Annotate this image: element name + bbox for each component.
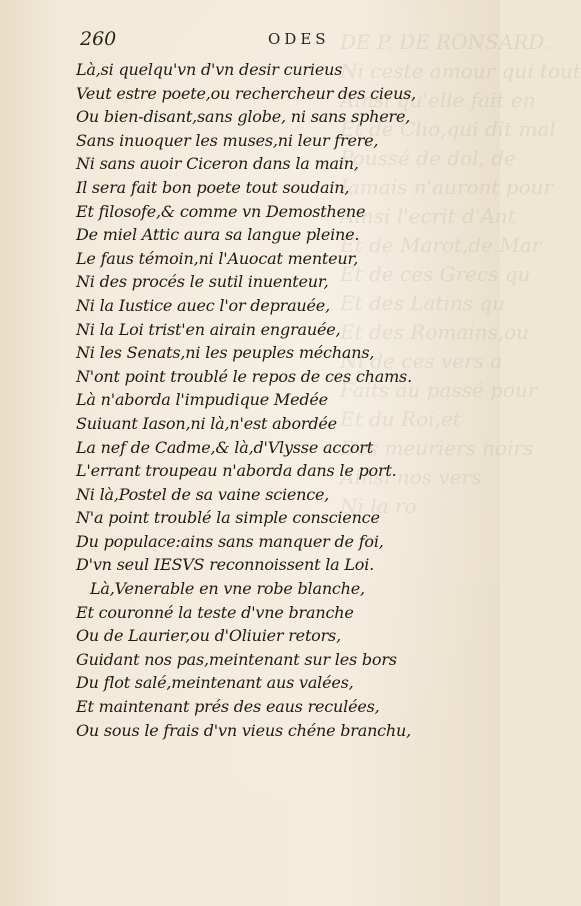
verse-line: L'errant troupeau n'aborda dans le port. (76, 461, 397, 481)
verse-line: Il sera fait bon poete tout soudain, (76, 177, 350, 197)
verse-line: Ni des procés le sutil inuenteur, (76, 272, 329, 292)
verse-line: Là,Venerable en vne robe blanche, (90, 579, 365, 599)
verse-line: Veut estre poete,ou rechercheur des cieus, (76, 83, 417, 103)
page-header (80, 28, 360, 52)
running-head: ODES (268, 30, 330, 48)
verse-line: Ni la Loi trist'en airain engrauée, (76, 319, 341, 339)
verse-line: Ou de Laurier,ou d'Oliuier retors, (76, 626, 341, 646)
verse-line: Ni la Iustice auec l'or deprauée, (76, 295, 330, 315)
verse-line: Et filosofe,& comme vn Demosthene (76, 201, 366, 221)
verse-line: De miel Attic aura sa langue pleine. (76, 225, 360, 245)
verse-line: Suiuant Iason,ni là,n'est abordée (76, 413, 337, 433)
verse-line: La nef de Cadme,& là,d'Vlysse accort (76, 437, 373, 457)
page-number: 260 (80, 28, 117, 50)
verse-line: Du flot salé,meintenant aus valées, (76, 673, 354, 693)
verse-line: Ni là,Postel de sa vaine science, (76, 484, 330, 504)
verse-line: D'vn seul IESVS reconnoissent la Loi. (76, 555, 374, 575)
verse-line: Là n'aborda l'impudique Medée (76, 390, 328, 410)
verse-line: Le faus témoin,ni l'Auocat menteur, (76, 248, 359, 268)
show-through-text: DE P. DE RONSARD. Ni ceste amour qui tout Ainsi qu'elle fait en Et de Clio,qui dit mal Poussé de dol, de Iamais n'auront pour Ainsi l'ecrit d'Ant Et de Marot,de Mar Et de ces Grecs qu Et des Latins qu Et des Romains,ou Ni de ces vers a Faits au passé pour Et du Roi,et Des meuriers noirs Ainsi nos vers Ni la ro (340, 30, 581, 518)
verse-line: Là,si quelqu'vn d'vn desir curieus (76, 60, 343, 79)
verse-line: Et couronné la teste d'vne branche (76, 602, 354, 622)
verse-line: Ou bien-disant,sans globe, ni sans sphere, (76, 107, 411, 127)
verse-line: Ni les Senats,ni les peuples méchans, (76, 343, 375, 363)
verse-line: Et maintenant prés des eaus reculées, (76, 697, 380, 717)
verse-line: Sans inuoquer les muses,ni leur frere, (76, 130, 379, 150)
verse-line: N'ont point troublé le repos de ces chams. (76, 366, 412, 386)
verse-line: N'a point troublé la simple conscience (76, 508, 380, 528)
verse-line: Du populace:ains sans manquer de foi, (76, 531, 384, 551)
verse-line: Ni sans auoir Ciceron dans la main, (76, 154, 359, 174)
poem-text (76, 58, 417, 742)
verse-line: Ou sous le frais d'vn vieus chéne branchu, (76, 720, 412, 740)
verse-line: Guidant nos pas,meintenant sur les bors (76, 649, 397, 669)
